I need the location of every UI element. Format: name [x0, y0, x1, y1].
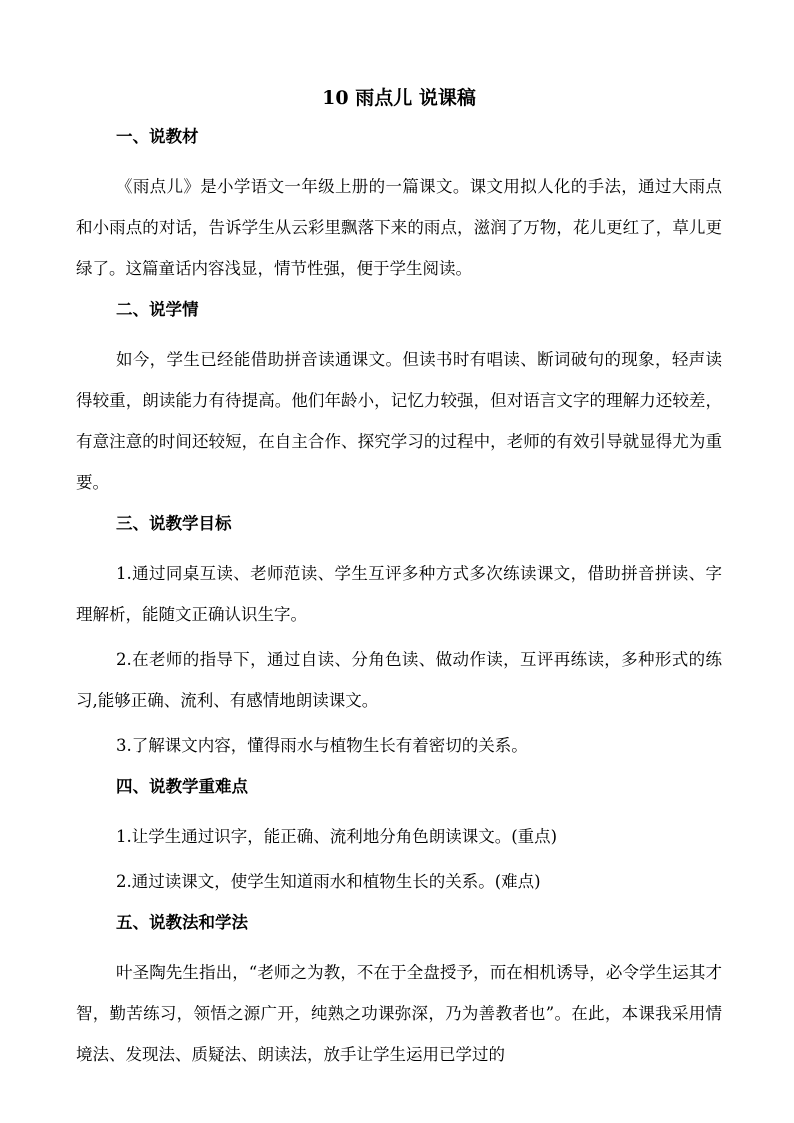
section-students — [76, 297, 722, 503]
section-textbook — [76, 124, 722, 289]
section-key-points — [76, 774, 722, 902]
paragraph: 如今，学生已经能借助拼音读通课文。但读书时有唱读、断词破句的现象，轻声读得较重，朗读能力有待提高。他们年龄小，记忆力较强，但对语言文字的理解力还较差，有意注意的时间还较短，在自主合作、探究学习的过程中，老师的有效引导就显得尤为重要。 — [76, 350, 722, 492]
paragraph: 2.在老师的指导下，通过自读、分角色读、做动作读，互评再练读，多种形式的练习,能够正确、流利、有感情地朗读课文。 — [76, 650, 722, 710]
paragraph: 叶圣陶先生指出，“老师之为教，不在于全盘授予，而在相机诱导，必令学生运其才智，勤苦练习，领悟之源广开，纯熟之功课弥深，乃为善教者也”。在此，本课我采用情境法、发现法、质疑法、朗读法，放手让学生运用已学过的 — [76, 963, 722, 1064]
section-heading: 五、说教法和学法 — [116, 913, 248, 932]
paragraph: 2.通过读课文，使学生知道雨水和植物生长的关系。(难点) — [116, 872, 541, 891]
paragraph: 1.通过同桌互读、老师范读、学生互评多种方式多次练读课文，借助拼音拼读、字理解析，能随文正确认识生字。 — [76, 564, 722, 624]
paragraph: 《雨点儿》是小学语文一年级上册的一篇课文。课文用拟人化的手法，通过大雨点和小雨点的对话，告诉学生从云彩里飘落下来的雨点，滋润了万物，花儿更红了，草儿更绿了。这篇童话内容浅显，情节性强，便于学生阅读。 — [76, 177, 722, 278]
section-objectives — [76, 511, 722, 766]
section-heading: 四、说教学重难点 — [116, 777, 248, 796]
section-heading: 三、说教学目标 — [116, 514, 232, 533]
document-title: 10 雨点儿 说课稿 — [322, 87, 476, 109]
paragraph: 3.了解课文内容，懂得雨水与植物生长有着密切的关系。 — [116, 736, 528, 755]
section-methods — [76, 910, 722, 1075]
paragraph: 1.让学生通过识字，能正确、流利地分角色朗读课文。(重点) — [116, 827, 558, 846]
section-heading: 一、说教材 — [116, 127, 199, 146]
section-heading: 二、说学情 — [116, 300, 199, 319]
